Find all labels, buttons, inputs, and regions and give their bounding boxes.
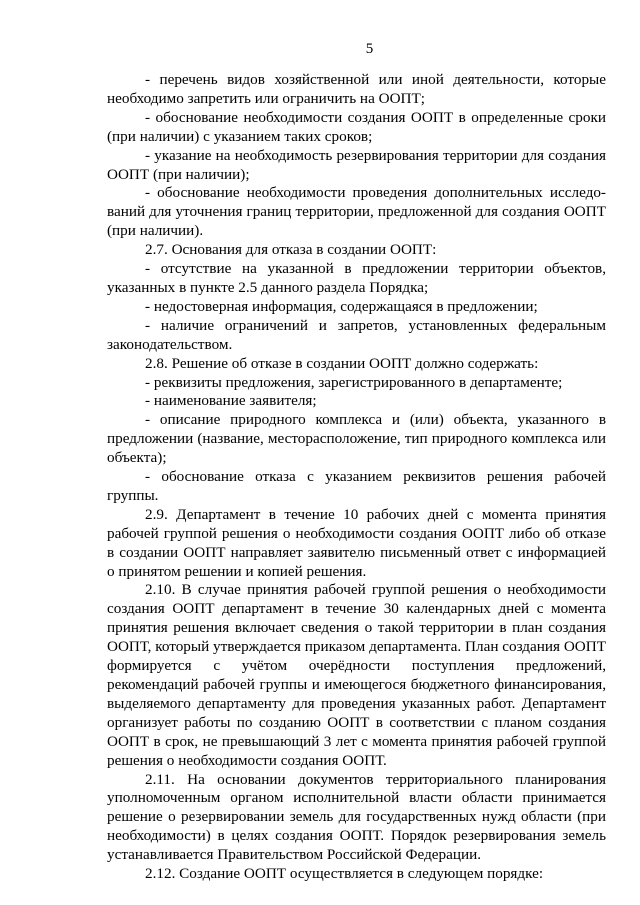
paragraph: 2.7. Основания для отказа в создании ООПТ:	[145, 241, 437, 259]
paragraph: - описание природного комплекса и (или) объекта, указанного в предложении (название, месторасположение, тип природного комплекса или объекта);	[107, 411, 606, 467]
paragraph: - реквизиты предложения, зарегистрированного в департаменте;	[145, 373, 563, 391]
paragraph: 2.8. Решение об отказе в создании ООПТ должно содержать:	[145, 354, 539, 372]
paragraph: 2.10. В случае принятия рабочей группой решения о необходимости создания ООПТ департамент в течение 30 календарных дней с момента принятия решения включает сведения о такой территории в план создания ООПТ, который утверждается приказом департамента. План создания ООПТ формируется с учётом очерёдности поступления предложений, рекомендаций рабочей группы и имеющегося бюджетного финансирования, выделяемого департаменту для проведения указанных работ. Департамент организует работы по созданию ООПТ в соответствии с планом создания ООПТ в срок, не превышающий 3 лет с момента принятия рабочей группой решения о необходимости создания ООПТ.	[107, 581, 606, 769]
paragraph: - наличие ограничений и запретов, установленных федеральным законодательством.	[107, 316, 606, 353]
paragraph: 2.9. Департамент в течение 10 рабочих дней с момента принятия рабочей группой решения о необходимости создания ООПТ либо об отказе в создании ООПТ направляет заявителю письменный ответ с информацией о принятом решении и копией решения.	[107, 505, 606, 580]
paragraph: - наименование заявителя;	[145, 392, 317, 410]
paragraph: - перечень видов хозяйственной или иной деятельности, которые необходимо запретить или ограничить на ООПТ;	[107, 71, 606, 107]
paragraph: - недостоверная информация, содержащаяся в предложении;	[145, 297, 538, 315]
paragraph: - обоснование необходимости создания ООПТ в определенные сроки (при наличии) с указанием таких сроков;	[107, 108, 606, 145]
paragraph: - обоснование отказа с указанием реквизитов решения рабочей группы.	[107, 468, 606, 504]
page-number: 5	[365, 41, 374, 57]
document-body	[107, 71, 606, 884]
paragraph: 2.11. На основании документов территориального планирования уполномоченным органом исполнительной власти области принимается решение о резервировании земель для государственных нужд области (при необходимости) в целях создания ООПТ. Порядок резервирования земель устанавливается Правительством Российской Федерации.	[107, 770, 606, 864]
paragraph: 2.12. Создание ООПТ осуществляется в следующем порядке:	[145, 865, 544, 883]
paragraph: - указание на необходимость резервирования территории для создания ООПТ (при наличии);	[107, 146, 606, 183]
paragraph: - обоснование необходимости проведения дополнительных исследо-ваний для уточнения границ территории, предложенной для создания ООПТ (при наличии).	[107, 184, 606, 240]
paragraph: - отсутствие на указанной в предложении территории объектов, указанных в пункте 2.5 данного раздела Порядка;	[107, 260, 606, 296]
